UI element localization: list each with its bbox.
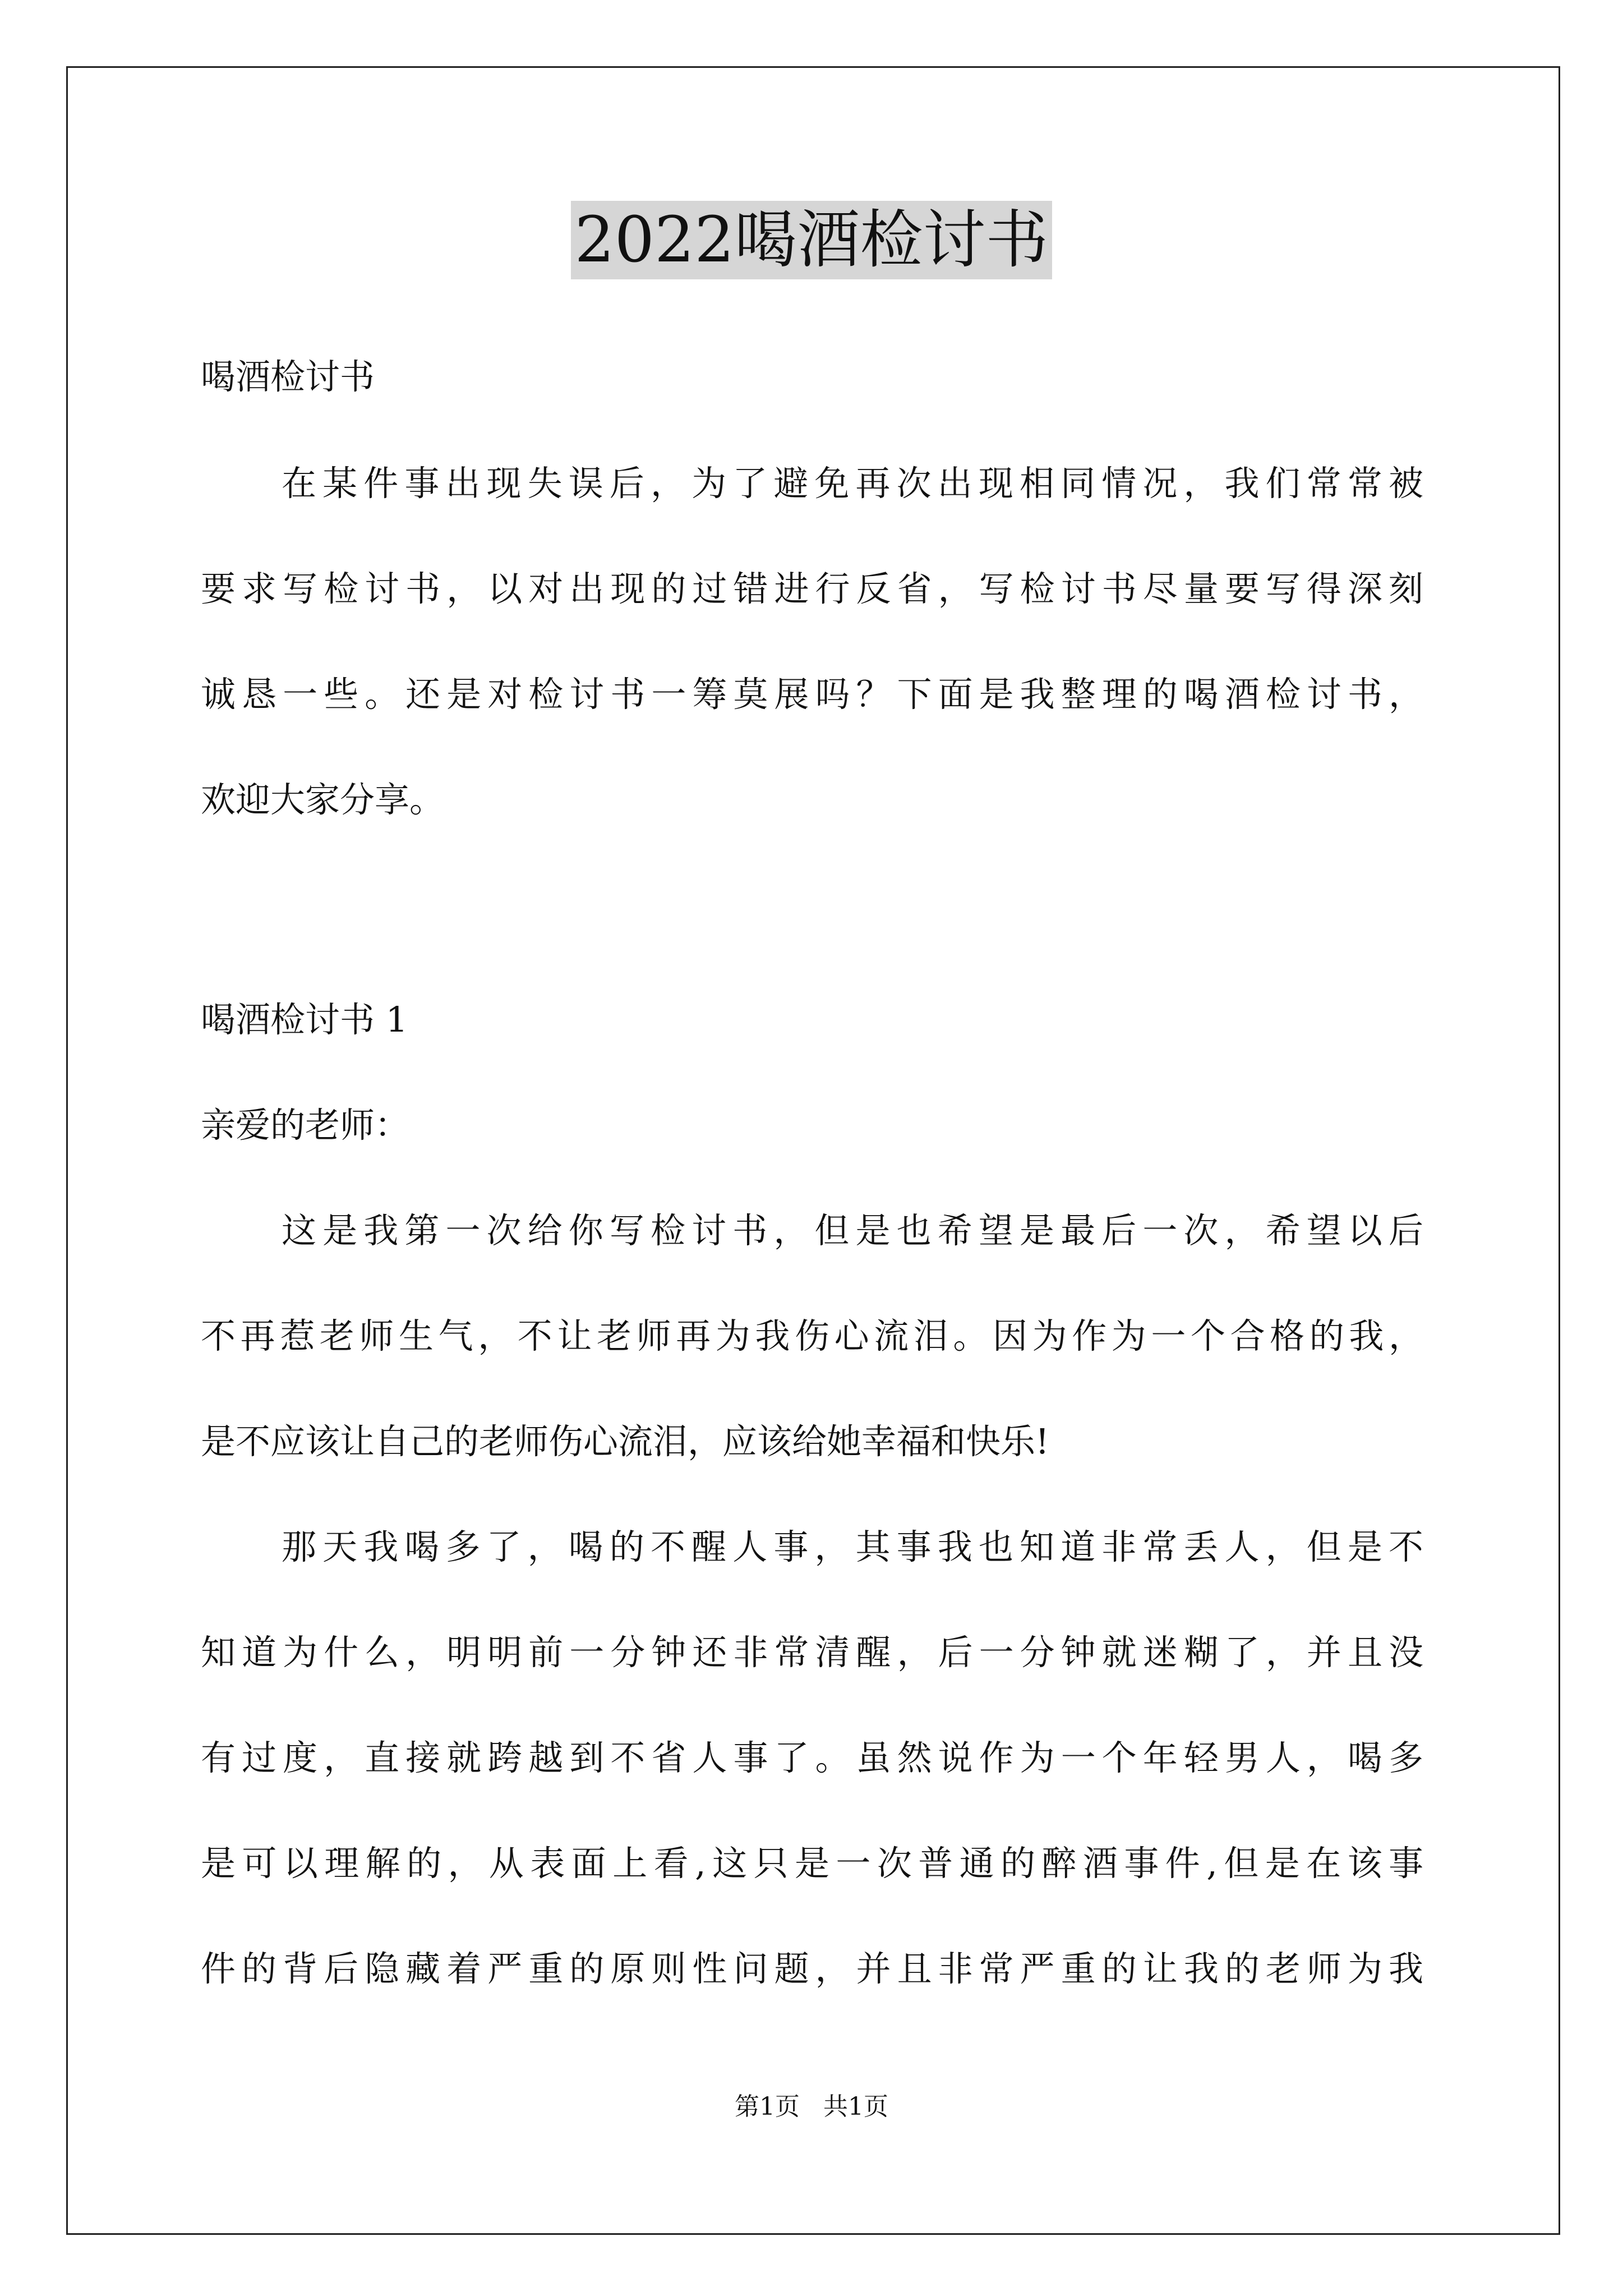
paragraph-line: 那天我喝多了，喝的不醒人事，其事我也知道非常丢人，但是不 [282, 1526, 1423, 1567]
section-heading: 喝酒检讨书 [201, 356, 375, 397]
paragraph-line: 欢迎大家分享。 [201, 779, 445, 820]
paragraph-line: 诚恳一些。还是对检讨书一筹莫展吗？下面是我整理的喝酒检讨书， [201, 674, 1423, 715]
paragraph-line: 知道为什么，明明前一分钟还非常清醒，后一分钟就迷糊了，并且没 [201, 1632, 1423, 1673]
section-heading: 喝酒检讨书 1 [201, 999, 408, 1040]
paragraph-line: 件的背后隐藏着严重的原则性问题，并且非常严重的让我的老师为我 [201, 1948, 1423, 1989]
title-wrapper [0, 201, 1623, 279]
paragraph-line: 是不应该让自己的老师伤心流泪，应该给她幸福和快乐! [201, 1421, 1049, 1462]
page-footer: 第1页 共1页 [735, 2092, 888, 2121]
salutation: 亲爱的老师： [201, 1105, 410, 1145]
paragraph-line: 要求写检讨书，以对出现的过错进行反省，写检讨书尽量要写得深刻 [201, 568, 1423, 609]
paragraph-line: 是可以理解的，从表面上看,这只是一次普通的醉酒事件,但是在该事 [201, 1843, 1423, 1884]
paragraph-line: 在某件事出现失误后，为了避免再次出现相同情况，我们常常被 [282, 463, 1423, 504]
paragraph-line: 这是我第一次给你写检讨书，但是也希望是最后一次，希望以后 [282, 1210, 1423, 1251]
paragraph-line: 有过度，直接就跨越到不省人事了。虽然说作为一个年轻男人，喝多 [201, 1737, 1423, 1778]
document-title: 2022喝酒检讨书 [571, 201, 1052, 279]
paragraph-line: 不再惹老师生气，不让老师再为我伤心流泪。因为作为一个合格的我， [201, 1315, 1423, 1356]
